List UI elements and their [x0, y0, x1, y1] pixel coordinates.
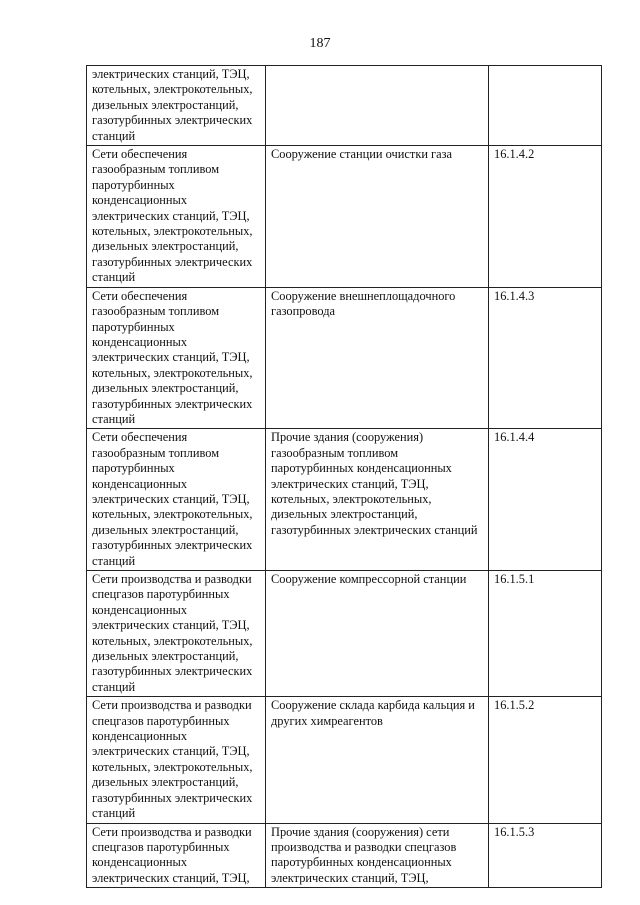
network-name-cell: [87, 823, 266, 888]
network-name: Сети обеспечения газообразным топливом паротурбинных конденсационных электрических станций, ТЭЦ, котельных, электрокотельных, дизельных электростанций, газотурбинных электрических станций: [92, 288, 253, 426]
code-cell: [489, 823, 602, 888]
object-name-cell: [266, 287, 489, 429]
object-name-cell: [266, 571, 489, 697]
code: 16.1.5.2: [494, 698, 535, 713]
object-name: Сооружение внешнеплощадочного газопровода: [271, 288, 456, 319]
network-name-cell: [87, 66, 266, 146]
object-name-cell: [266, 146, 489, 288]
object-name-cell: [266, 66, 489, 146]
object-name: Сооружение склада карбида кальция и других химреагентов: [271, 698, 475, 728]
network-name: Сети производства и разводки спецгазов паротурбинных конденсационных электрических станций, ТЭЦ, котельных, электрокотельных, дизельных электростанций, газотурбинных электрических станций: [92, 698, 253, 821]
network-name-cell: [87, 429, 266, 571]
table-row: [87, 823, 602, 888]
table-row: [87, 287, 602, 429]
code: 16.1.4.3: [494, 288, 535, 303]
page-number: 187: [309, 36, 331, 51]
table-row: [87, 697, 602, 823]
code-cell: [489, 429, 602, 571]
code-cell: [489, 571, 602, 697]
code: 16.1.4.2: [494, 147, 535, 162]
object-name: Сооружение компрессорной станции: [271, 572, 467, 586]
code-cell: [489, 287, 602, 429]
network-name: электрических станций, ТЭЦ, котельных, электрокотельных, дизельных электростанций, газотурбинных электрических станций: [92, 67, 253, 143]
table-row: [87, 146, 602, 288]
network-name: Сети обеспечения газообразным топливом паротурбинных конденсационных электрических станций, ТЭЦ, котельных, электрокотельных, дизельных электростанций, газотурбинных электрических станций: [92, 430, 253, 568]
network-name: Сети производства и разводки спецгазов паротурбинных конденсационных электрических станций, ТЭЦ,: [92, 824, 252, 885]
network-name-cell: [87, 146, 266, 288]
table-row: [87, 571, 602, 697]
object-name: Прочие здания (сооружения) газообразным топливом паротурбинных конденсационных электрических станций, ТЭЦ, котельных, электрокотельных, дизельных электростанций, газотурбинных электрических станций: [271, 430, 478, 537]
code: 16.1.5.3: [494, 824, 535, 839]
network-name: Сети обеспечения газообразным топливом паротурбинных конденсационных электрических станций, ТЭЦ, котельных, электрокотельных, дизельных электростанций, газотурбинных электрических станций: [92, 147, 253, 285]
object-name: Прочие здания (сооружения) сети производства и разводки спецгазов паротурбинных конденсационных электрических станций, ТЭЦ,: [271, 824, 457, 885]
network-name: Сети производства и разводки спецгазов паротурбинных конденсационных электрических станций, ТЭЦ, котельных, электрокотельных, дизельных электростанций, газотурбинных электрических станций: [92, 572, 253, 694]
classification-table: [86, 65, 602, 888]
object-name-cell: [266, 823, 489, 888]
table-row: [87, 429, 602, 571]
code: 16.1.4.4: [494, 430, 535, 445]
table-row: [87, 66, 602, 146]
code-cell: [489, 66, 602, 146]
object-name-cell: [266, 429, 489, 571]
network-name-cell: [87, 571, 266, 697]
object-name: Сооружение станции очистки газа: [271, 147, 453, 162]
network-name-cell: [87, 287, 266, 429]
network-name-cell: [87, 697, 266, 823]
code-cell: [489, 146, 602, 288]
code: 16.1.5.1: [494, 572, 535, 586]
object-name-cell: [266, 697, 489, 823]
code-cell: [489, 697, 602, 823]
